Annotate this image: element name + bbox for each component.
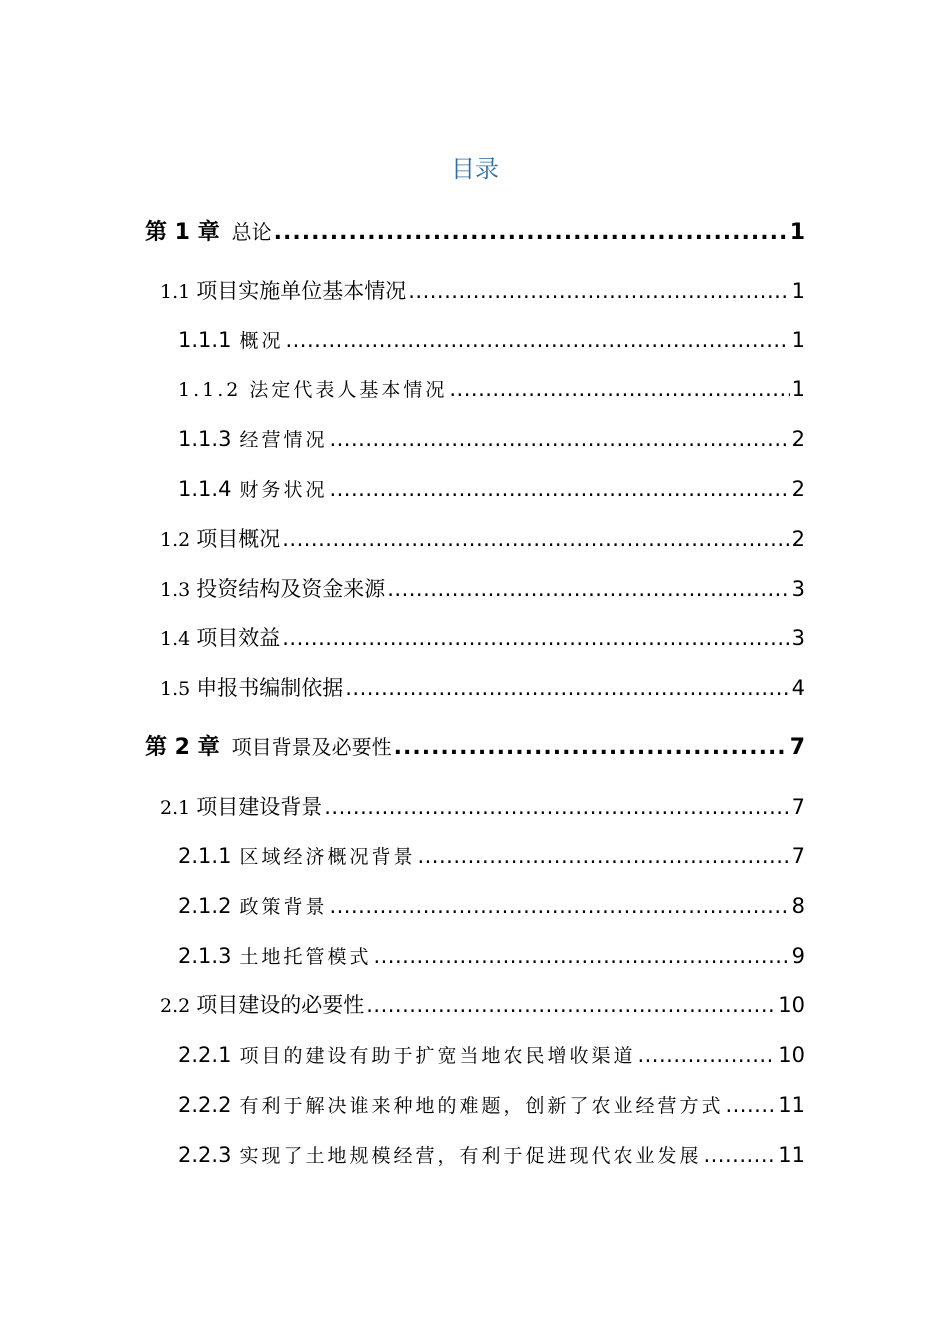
toc-leader-dots <box>282 522 789 556</box>
toc-leader-dots <box>417 839 789 873</box>
toc-leader-dots <box>345 671 789 705</box>
toc-entry-label: 项目背景及必要性 <box>231 735 392 759</box>
toc-entry-page: 7 <box>789 735 805 760</box>
toc-entry-number: 2.2.2 <box>178 1093 232 1117</box>
toc-entry-label: 经营情况 <box>239 429 328 451</box>
toc-entry-page: 3 <box>791 626 805 650</box>
toc-entry-1-1-1[interactable] <box>178 323 805 357</box>
toc-entry-label: 实现了土地规模经营，有利于促进现代农业发展 <box>239 1145 702 1167</box>
toc-entry-page: 10 <box>778 993 805 1017</box>
toc-entry-number: 2.2 <box>160 995 191 1017</box>
toc-entry-page: 7 <box>791 795 805 819</box>
toc-entry-label: 法定代表人基本情况 <box>249 379 448 401</box>
toc-leader-dots <box>282 621 789 655</box>
toc-entry-2-1-2[interactable] <box>178 889 805 923</box>
toc-entry-page: 1 <box>791 279 805 303</box>
toc-entry-1-1-3[interactable] <box>178 422 805 456</box>
toc-entry-page: 7 <box>791 844 805 868</box>
toc-entry-2-2[interactable] <box>160 988 805 1022</box>
toc-entry-page: 11 <box>778 1093 805 1117</box>
toc-entry-2-1[interactable] <box>160 790 805 824</box>
toc-leader-dots <box>324 790 789 824</box>
toc-entry-number: 1.2 <box>160 529 191 551</box>
toc-entry-page: 1 <box>791 328 805 352</box>
toc-entry-page: 3 <box>791 577 805 601</box>
toc-entry-label: 投资结构及资金来源 <box>196 577 386 601</box>
toc-leader-dots <box>387 572 789 606</box>
toc-leader-dots <box>703 1138 776 1172</box>
toc-entry-page: 9 <box>791 944 805 968</box>
toc-entry-1-2[interactable] <box>160 522 805 556</box>
toc-entry-chapter-2[interactable] <box>145 730 805 764</box>
toc-entry-label: 有利于解决谁来种地的难题，创新了农业经营方式 <box>239 1095 724 1117</box>
toc-entry-label: 项目建设背景 <box>196 795 323 819</box>
toc-leader-dots <box>329 422 789 456</box>
toc-entry-label: 项目效益 <box>196 626 281 650</box>
toc-entry-label: 项目概况 <box>196 527 281 551</box>
toc-entry-page: 2 <box>791 427 805 451</box>
toc-entry-number: 2.1 <box>160 797 191 819</box>
toc-entry-label: 财务状况 <box>239 479 328 501</box>
toc-entry-page: 10 <box>778 1043 805 1067</box>
toc-entry-number: 1.3 <box>160 579 191 601</box>
toc-leader-dots <box>329 889 789 923</box>
toc-leader-dots <box>274 216 788 249</box>
toc-leader-dots <box>408 274 789 308</box>
toc-entry-1-5[interactable] <box>160 671 805 705</box>
toc-entry-page: 1 <box>789 220 805 245</box>
toc-entry-number: 2.2.1 <box>178 1043 232 1067</box>
toc-leader-dots <box>449 372 789 406</box>
toc-entry-number: 1.4 <box>160 628 191 650</box>
toc-entry-number: 2.1.3 <box>178 944 232 968</box>
toc-entry-number: 2.1.2 <box>178 894 232 918</box>
toc-entry-1-1-4[interactable] <box>178 472 805 506</box>
toc-leader-dots <box>373 939 789 973</box>
toc-entry-page: 4 <box>791 676 805 700</box>
toc-entry-1-1[interactable] <box>160 274 805 308</box>
toc-entry-1-4[interactable] <box>160 621 805 655</box>
toc-entry-2-1-3[interactable] <box>178 939 805 973</box>
toc-entry-chapter-1[interactable] <box>145 215 805 249</box>
toc-entry-number: 1.1.1 <box>178 328 232 352</box>
toc-entry-label: 总论 <box>231 220 272 244</box>
toc-entry-page: 8 <box>791 894 805 918</box>
toc-entry-page: 1 <box>791 377 805 401</box>
toc-entry-label: 项目实施单位基本情况 <box>196 279 407 303</box>
toc-leader-dots <box>285 323 789 357</box>
toc-entry-number: 第 2 章 <box>145 735 220 760</box>
toc-entry-label: 项目的建设有助于扩宽当地农民增收渠道 <box>239 1045 636 1067</box>
toc-entry-label: 政策背景 <box>239 896 328 918</box>
toc-entry-1-1-2[interactable] <box>178 372 805 406</box>
toc-entry-2-2-2[interactable] <box>178 1088 805 1122</box>
toc-entry-label: 土地托管模式 <box>239 946 372 968</box>
toc-entry-number: 2.1.1 <box>178 844 232 868</box>
toc-leader-dots <box>366 988 776 1022</box>
toc-leader-dots <box>725 1088 776 1122</box>
toc-entry-number: 2.2.3 <box>178 1143 232 1167</box>
toc-entry-2-1-1[interactable] <box>178 839 805 873</box>
toc-entry-number: 1.1.4 <box>178 477 232 501</box>
toc-entry-label: 申报书编制依据 <box>196 676 344 700</box>
toc-leader-dots <box>637 1038 776 1072</box>
toc-title: 目录 <box>451 155 499 183</box>
toc-leader-dots <box>394 731 788 764</box>
toc-entry-number: 1.5 <box>160 678 191 700</box>
toc-entry-number: 1.1 <box>160 281 191 303</box>
toc-entry-page: 2 <box>791 527 805 551</box>
toc-entry-2-2-3[interactable] <box>178 1138 805 1172</box>
toc-entry-number: 第 1 章 <box>145 220 220 245</box>
toc-entry-page: 11 <box>778 1143 805 1167</box>
toc-entry-2-2-1[interactable] <box>178 1038 805 1072</box>
toc-entry-label: 项目建设的必要性 <box>196 993 365 1017</box>
toc-entry-number: 1.1.2 <box>178 379 242 401</box>
toc-entry-page: 2 <box>791 477 805 501</box>
toc-entry-1-3[interactable] <box>160 572 805 606</box>
toc-entry-number: 1.1.3 <box>178 427 232 451</box>
toc-leader-dots <box>329 472 789 506</box>
toc-entry-label: 区域经济概况背景 <box>239 846 416 868</box>
toc-entry-label: 概况 <box>239 330 284 352</box>
